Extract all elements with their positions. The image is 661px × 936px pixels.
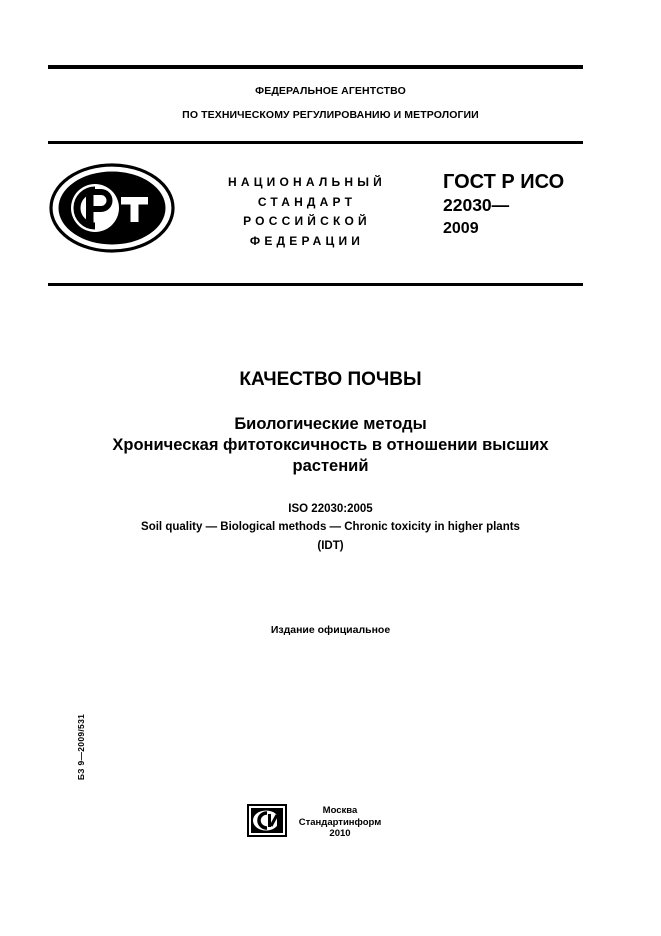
masthead-top-rule — [48, 141, 583, 144]
designation-prefix: ГОСТ Р ИСО — [443, 171, 565, 193]
subtitle-line-3: растений — [292, 457, 369, 475]
standard-type-line-1: НАЦИОНАЛЬНЫЙ — [227, 175, 387, 189]
masthead-bottom-rule — [48, 283, 583, 286]
publisher-name: Стандартинформ — [298, 816, 382, 828]
edition-label: Издание официальное — [270, 624, 391, 636]
designation-number: 22030— — [443, 195, 510, 215]
standard-type-line-4: ФЕДЕРАЦИИ — [249, 234, 365, 248]
agency-line-1: ФЕДЕРАЛЬНОЕ АГЕНТСТВО — [255, 85, 406, 97]
iso-english-title: Soil quality — Biological methods — Chronic toxicity in higher plants — [141, 521, 520, 533]
publisher-year: 2010 — [329, 828, 351, 839]
subtitle-line-1: Биологические методы — [234, 415, 427, 433]
top-rule — [48, 65, 583, 69]
standartinform-logo-icon — [247, 804, 287, 837]
designation-year: 2009 — [443, 220, 479, 237]
standard-type-line-2: СТАНДАРТ — [257, 195, 357, 209]
document-title: КАЧЕСТВО ПОЧВЫ — [239, 369, 422, 390]
rst-emblem-icon — [49, 163, 175, 253]
subtitle-line-2: Хроническая фитотоксичность в отношении высших — [112, 436, 549, 454]
iso-equivalence: (IDT) — [317, 540, 344, 552]
side-code: БЗ 9—2009/531 — [76, 713, 86, 781]
standard-type-line-3: РОССИЙСКОЙ — [243, 214, 371, 228]
iso-code: ISO 22030:2005 — [288, 503, 373, 515]
publisher-block — [290, 805, 390, 840]
publisher-city: Москва — [322, 805, 358, 816]
agency-line-2: ПО ТЕХНИЧЕСКОМУ РЕГУЛИРОВАНИЮ И МЕТРОЛОГИИ — [182, 109, 479, 121]
